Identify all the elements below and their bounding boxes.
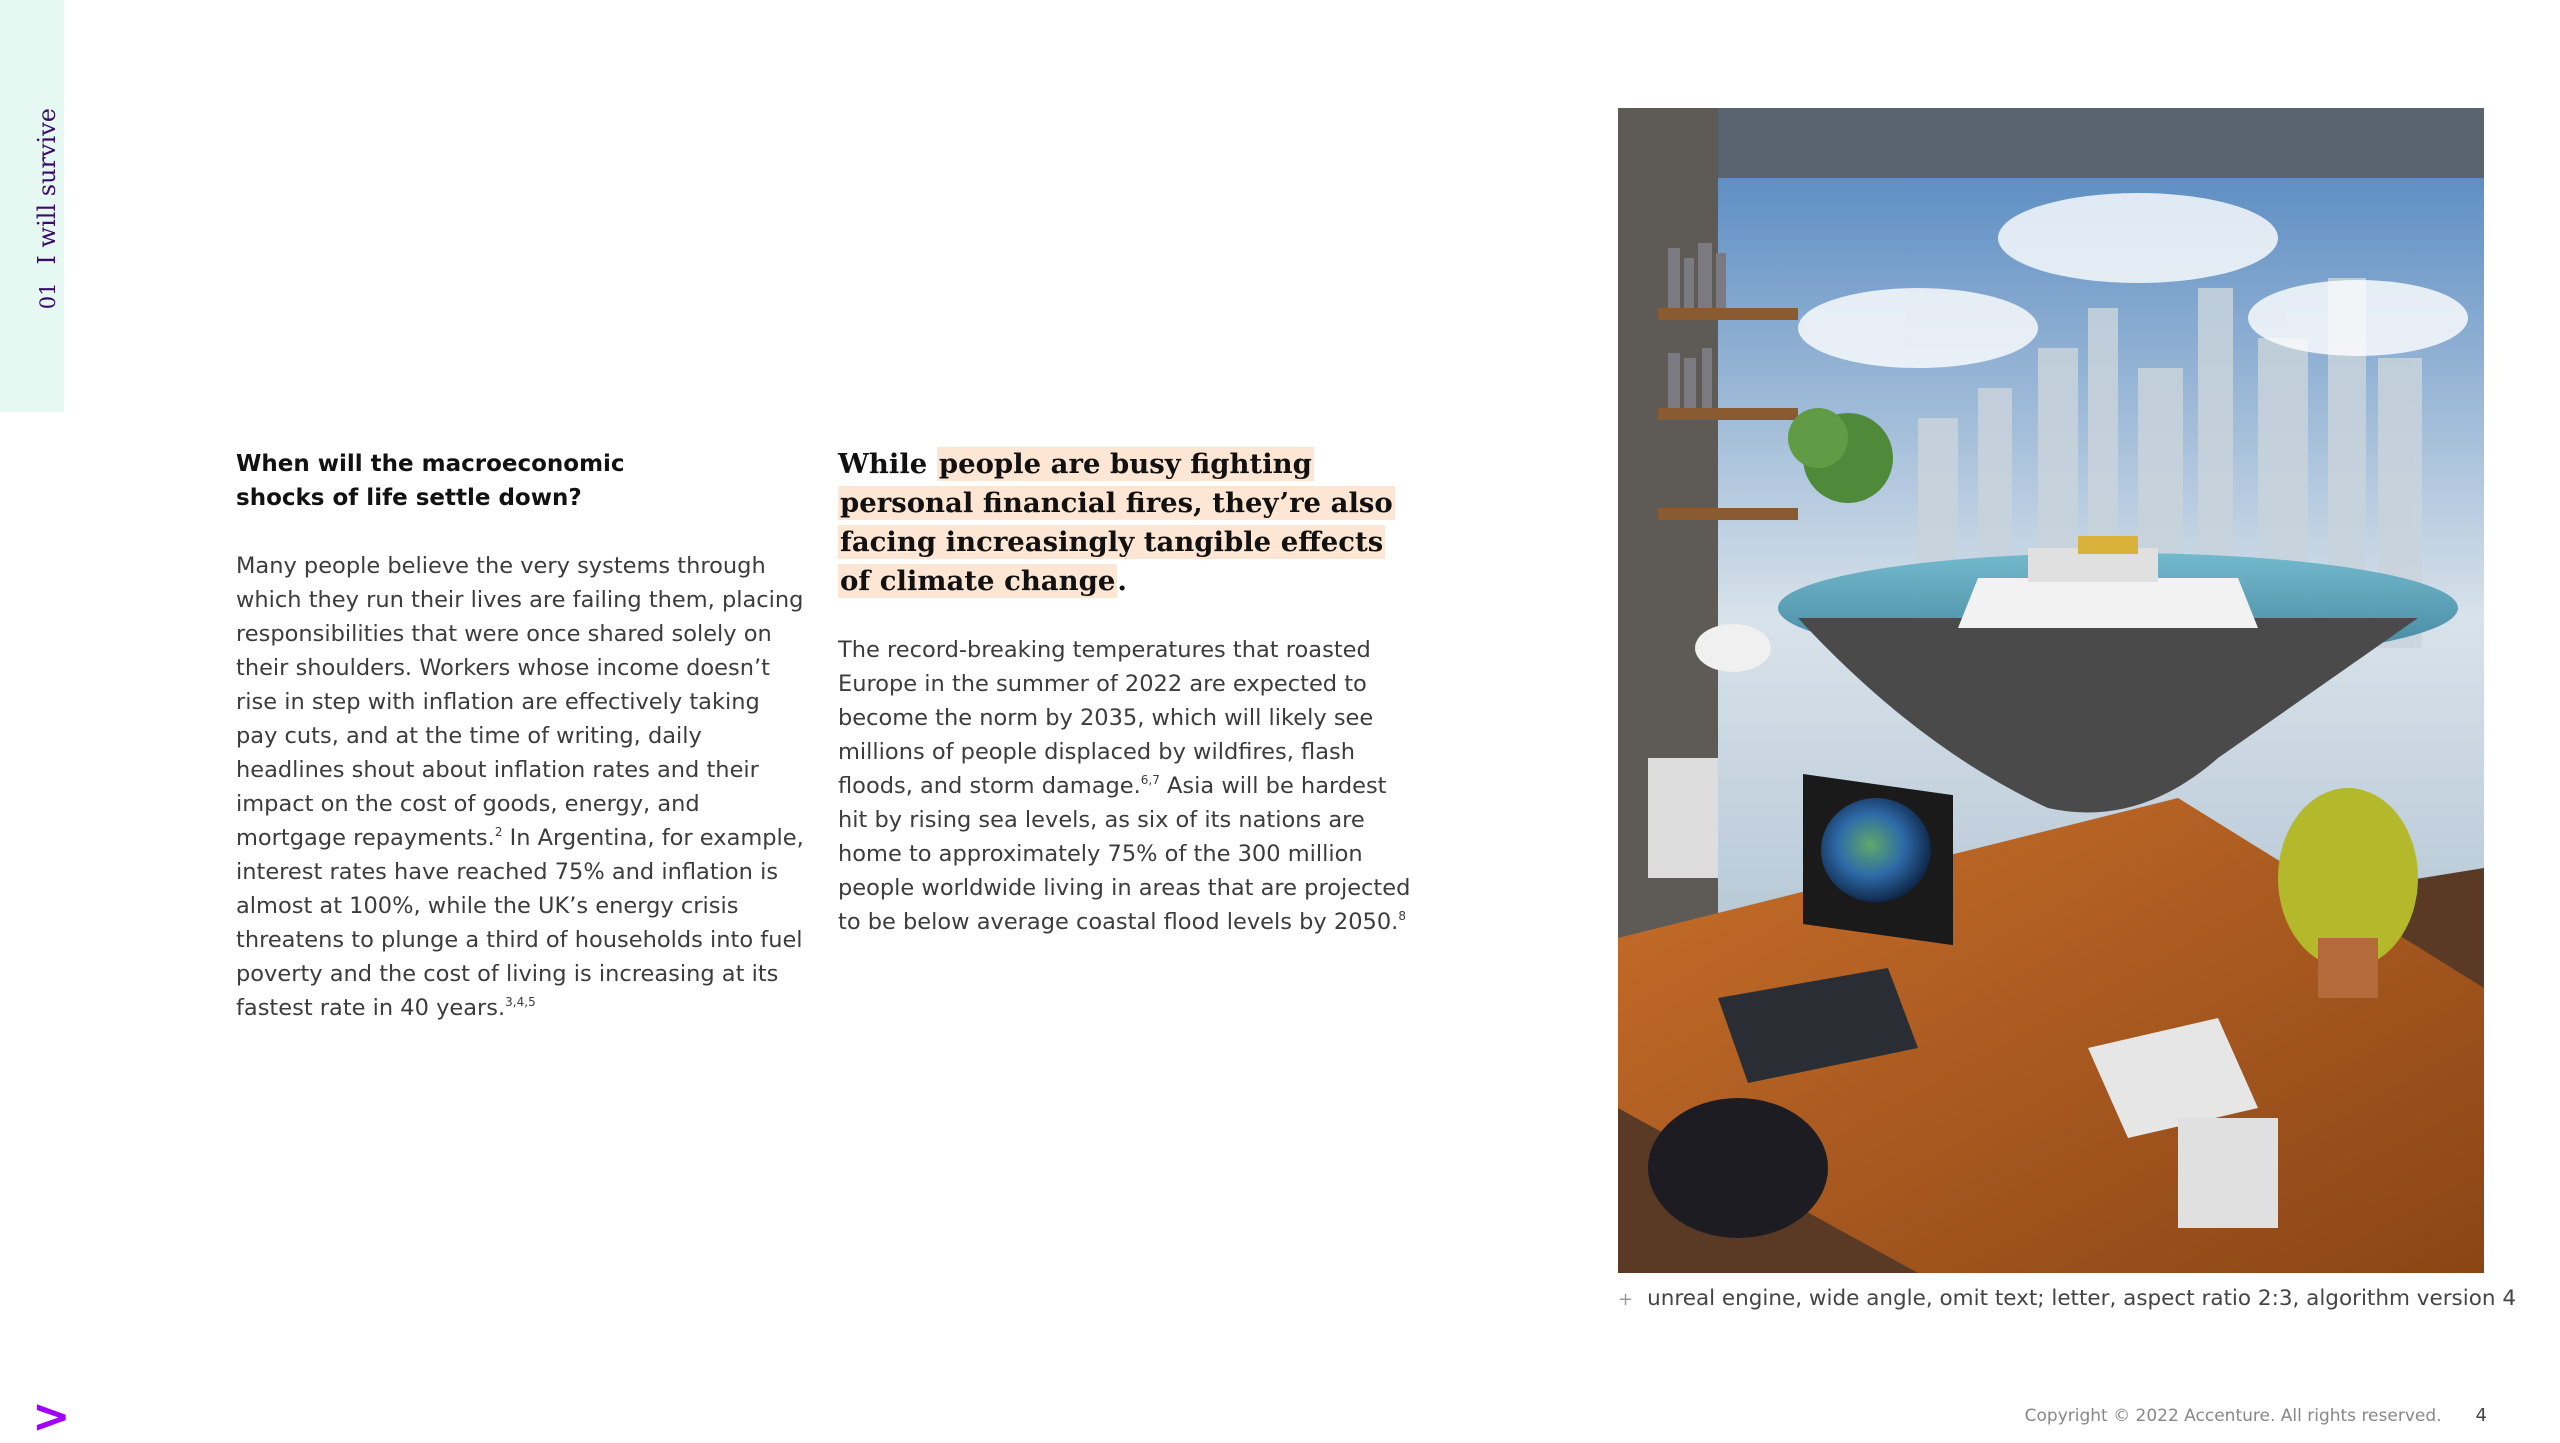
right-body-text-1: The record-breaking temperatures that roasted Europe in the summer of 2022 are expected to become the norm by 2035, which will likely see millions of people displaced by wildfires, flash floods, and storm damage. — [838, 637, 1374, 799]
heading-line-2: shocks of life settle down? — [236, 485, 582, 511]
heading-line-1: When will the macroeconomic — [236, 451, 625, 477]
left-body-text-1: Many people believe the very systems through which they run their lives are failing them, placing responsibilities that were once shared solely on their shoulders. Workers whose income doesn’t rise in step with inflation are effectively taking pay cuts, and at the time of writing, daily headlines shout about inflation rates and their impact on the cost of goods, energy, and mortgage repayments. — [236, 553, 804, 851]
footnote-ref[interactable]: 3,4,5 — [505, 995, 536, 1009]
illustration-scene — [1618, 108, 2484, 1273]
quote-lead: While — [838, 448, 928, 480]
page-footer — [2025, 1405, 2487, 1426]
right-body-text-2: Asia will be hardest hit by rising sea levels, as six of its nations are home to approximately 75% of the 300 million people worldwide living in areas that are projected to be below average coastal flood levels by 2050. — [838, 773, 1411, 935]
section-tab-label — [33, 108, 61, 309]
left-text-column — [236, 447, 808, 1025]
right-body-paragraph — [838, 633, 1418, 939]
section-side-tab — [0, 0, 64, 412]
copyright-text: Copyright © 2022 Accenture. All rights reserved. — [2024, 1406, 2442, 1426]
left-body-text-2: In Argentina, for example, interest rates have reached 75% and inflation is almost at 100%, while the UK’s energy crisis threatens to plunge a third of households into fuel poverty and the cost of living is increasing at its fastest rate in 40 years. — [236, 825, 804, 1021]
accenture-logo-icon[interactable]: > — [32, 1389, 71, 1443]
quote-end: . — [1117, 565, 1127, 597]
right-text-column — [838, 445, 1418, 939]
hero-illustration — [1618, 108, 2484, 1273]
footnote-ref[interactable]: 6,7 — [1140, 773, 1160, 787]
section-number: 01 — [36, 282, 60, 310]
section-heading — [236, 447, 808, 515]
section-title: I will survive — [33, 108, 61, 265]
footnote-ref[interactable]: 2 — [494, 825, 503, 839]
image-caption-text: unreal engine, wide angle, omit text; letter, aspect ratio 2:3, algorithm version 4 — [1647, 1286, 2517, 1311]
quote-highlight: people are busy fighting personal financial fires, they’re also facing increasingly tangible effects of climate change — [840, 448, 1393, 597]
image-caption — [1618, 1286, 2517, 1311]
page-number: 4 — [2475, 1405, 2487, 1426]
left-body-paragraph — [236, 549, 808, 1025]
footnote-ref[interactable]: 8 — [1398, 909, 1406, 923]
pull-quote — [838, 445, 1418, 601]
plus-icon: + — [1618, 1289, 1634, 1310]
